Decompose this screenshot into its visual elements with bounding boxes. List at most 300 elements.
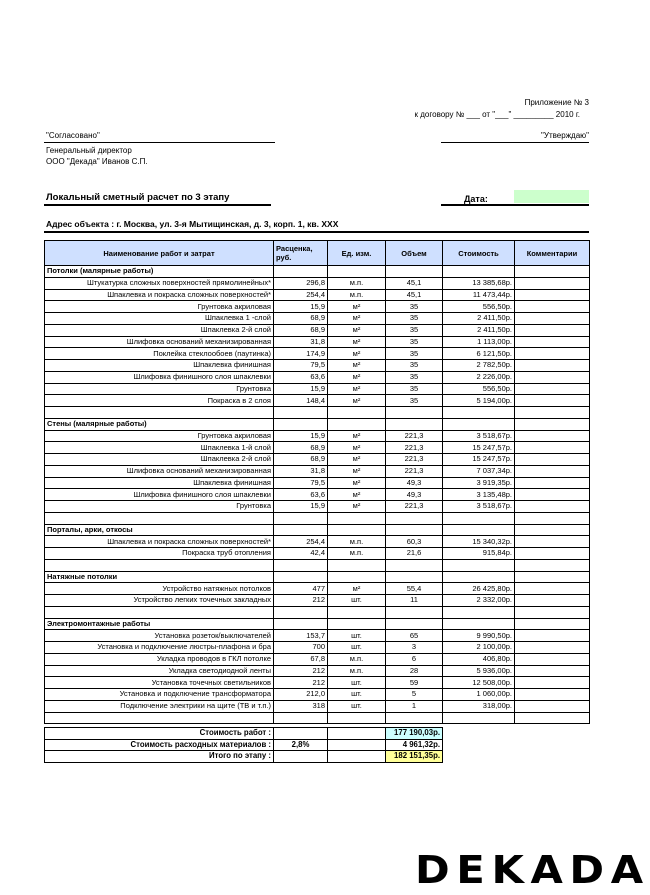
work-unit: м² xyxy=(328,371,386,383)
work-comment xyxy=(515,465,590,477)
empty-cell xyxy=(443,418,515,430)
work-comment xyxy=(515,665,590,677)
table-row xyxy=(45,536,590,548)
work-name: Шпаклевка и покраска сложных поверхностей* xyxy=(45,536,274,548)
table-row xyxy=(45,324,590,336)
work-name: Шпаклевка 2-й слой xyxy=(45,454,274,466)
work-cost: 2 411,50р. xyxy=(443,313,515,325)
work-volume: 28 xyxy=(386,665,443,677)
work-rate: 15,9 xyxy=(274,383,328,395)
work-volume: 35 xyxy=(386,348,443,360)
work-cost: 1 113,00р. xyxy=(443,336,515,348)
work-rate: 42,4 xyxy=(274,548,328,560)
work-comment xyxy=(515,336,590,348)
work-rate: 68,9 xyxy=(274,313,328,325)
work-unit: м² xyxy=(328,477,386,489)
summary-empty-cell xyxy=(274,751,328,763)
work-volume: 221,3 xyxy=(386,501,443,513)
work-rate: 254,4 xyxy=(274,289,328,301)
work-unit: м² xyxy=(328,442,386,454)
work-volume: 45,1 xyxy=(386,289,443,301)
table-row xyxy=(45,313,590,325)
work-comment xyxy=(515,653,590,665)
work-volume: 55,4 xyxy=(386,583,443,595)
work-unit: шт. xyxy=(328,677,386,689)
work-rate: 254,4 xyxy=(274,536,328,548)
work-rate: 174,9 xyxy=(274,348,328,360)
estimate-table-body xyxy=(45,266,590,724)
empty-cell xyxy=(386,571,443,583)
empty-cell xyxy=(386,712,443,724)
work-name: Грунтовка xyxy=(45,383,274,395)
work-volume: 35 xyxy=(386,371,443,383)
section-title-row xyxy=(45,266,590,278)
work-comment xyxy=(515,277,590,289)
empty-cell xyxy=(328,571,386,583)
work-comment xyxy=(515,430,590,442)
work-comment xyxy=(515,371,590,383)
section-title: Порталы, арки, откосы xyxy=(45,524,274,536)
work-cost: 3 518,67р. xyxy=(443,430,515,442)
section-title-row xyxy=(45,618,590,630)
materials-cost-value: 4 961,32р. xyxy=(386,739,443,751)
work-cost: 915,84р. xyxy=(443,548,515,560)
work-volume: 221,3 xyxy=(386,454,443,466)
work-comment xyxy=(515,289,590,301)
work-name: Шлифовка оснований механизированная xyxy=(45,465,274,477)
work-name: Покраска труб отопления xyxy=(45,548,274,560)
section-title-row xyxy=(45,524,590,536)
empty-cell xyxy=(45,606,274,618)
work-comment xyxy=(515,700,590,712)
work-cost: 2 100,00р. xyxy=(443,642,515,654)
empty-cell xyxy=(515,559,590,571)
empty-cell xyxy=(386,524,443,536)
empty-cell xyxy=(443,571,515,583)
work-rate: 31,8 xyxy=(274,465,328,477)
work-volume: 35 xyxy=(386,360,443,372)
empty-cell xyxy=(45,712,274,724)
work-comment xyxy=(515,348,590,360)
empty-cell xyxy=(386,266,443,278)
empty-cell xyxy=(443,712,515,724)
work-name: Шпаклевка 2-й слой xyxy=(45,324,274,336)
work-cost: 556,50р. xyxy=(443,383,515,395)
work-cost: 318,00р. xyxy=(443,700,515,712)
works-cost-label: Стоимость работ : xyxy=(45,728,274,740)
work-volume: 65 xyxy=(386,630,443,642)
work-cost: 3 518,67р. xyxy=(443,501,515,513)
work-cost: 7 037,34р. xyxy=(443,465,515,477)
work-cost: 5 936,00р. xyxy=(443,665,515,677)
work-name: Поклейка стеклообоев (паутинка) xyxy=(45,348,274,360)
empty-cell xyxy=(328,418,386,430)
work-name: Грунтовка акриловая xyxy=(45,301,274,313)
work-cost: 3 919,35р. xyxy=(443,477,515,489)
work-rate: 212 xyxy=(274,665,328,677)
work-cost: 2 226,00р. xyxy=(443,371,515,383)
work-rate: 477 xyxy=(274,583,328,595)
col-header-volume: Объем xyxy=(386,241,443,266)
work-volume: 35 xyxy=(386,395,443,407)
work-volume: 35 xyxy=(386,301,443,313)
table-row xyxy=(45,454,590,466)
work-comment xyxy=(515,324,590,336)
work-comment xyxy=(515,301,590,313)
company-logo: DEKADA xyxy=(415,848,650,892)
work-volume: 221,3 xyxy=(386,442,443,454)
work-cost: 13 385,68р. xyxy=(443,277,515,289)
work-unit: м² xyxy=(328,336,386,348)
work-volume: 35 xyxy=(386,324,443,336)
work-rate: 31,8 xyxy=(274,336,328,348)
work-unit: м² xyxy=(328,583,386,595)
empty-cell xyxy=(274,266,328,278)
work-comment xyxy=(515,383,590,395)
empty-cell xyxy=(515,712,590,724)
work-name: Подключение электрики на щите (ТВ и т.п.) xyxy=(45,700,274,712)
work-name: Шлифовка оснований механизированная xyxy=(45,336,274,348)
work-name: Установка и подключение люстры-плафона и бра xyxy=(45,642,274,654)
work-cost: 3 135,48р. xyxy=(443,489,515,501)
work-unit: шт. xyxy=(328,642,386,654)
work-unit: шт. xyxy=(328,595,386,607)
work-rate: 15,9 xyxy=(274,501,328,513)
work-rate: 296,8 xyxy=(274,277,328,289)
empty-cell xyxy=(386,418,443,430)
table-row xyxy=(45,689,590,701)
empty-cell xyxy=(515,266,590,278)
work-name: Шпаклевка финишная xyxy=(45,477,274,489)
work-name: Штукатурка сложных поверхностей прямолинейных* xyxy=(45,277,274,289)
table-row xyxy=(45,395,590,407)
empty-cell xyxy=(328,606,386,618)
col-header-unit: Ед. изм. xyxy=(328,241,386,266)
col-header-comments: Комментарии xyxy=(515,241,590,266)
work-unit: шт. xyxy=(328,630,386,642)
work-unit: м.п. xyxy=(328,277,386,289)
work-unit: м² xyxy=(328,489,386,501)
work-comment xyxy=(515,501,590,513)
work-volume: 35 xyxy=(386,336,443,348)
section-title: Натяжные потолки xyxy=(45,571,274,583)
work-rate: 148,4 xyxy=(274,395,328,407)
work-volume: 21,6 xyxy=(386,548,443,560)
work-rate: 212 xyxy=(274,595,328,607)
work-unit: м² xyxy=(328,383,386,395)
empty-cell xyxy=(515,407,590,419)
work-unit: м² xyxy=(328,301,386,313)
empty-cell xyxy=(515,606,590,618)
title-underline xyxy=(44,204,271,206)
table-row xyxy=(45,653,590,665)
work-cost: 15 247,57р. xyxy=(443,442,515,454)
section-title: Электромонтажные работы xyxy=(45,618,274,630)
work-rate: 318 xyxy=(274,700,328,712)
address-underline xyxy=(44,231,589,233)
total-value: 182 151,35р. xyxy=(386,751,443,763)
work-comment xyxy=(515,677,590,689)
table-row xyxy=(45,642,590,654)
table-header-row xyxy=(45,241,590,266)
materials-percent: 2,8% xyxy=(274,739,328,751)
work-name: Установка и подключение трансформатора xyxy=(45,689,274,701)
work-name: Шпаклевка 1 -слой xyxy=(45,313,274,325)
table-row xyxy=(45,489,590,501)
empty-cell xyxy=(386,606,443,618)
work-rate: 67,8 xyxy=(274,653,328,665)
empty-cell xyxy=(274,407,328,419)
empty-cell xyxy=(328,512,386,524)
empty-cell xyxy=(328,618,386,630)
work-rate: 153,7 xyxy=(274,630,328,642)
work-name: Грунтовка xyxy=(45,501,274,513)
empty-cell xyxy=(45,512,274,524)
work-unit: м² xyxy=(328,454,386,466)
total-label: Итого по этапу : xyxy=(45,751,274,763)
empty-cell xyxy=(274,418,328,430)
empty-cell xyxy=(274,712,328,724)
empty-cell xyxy=(45,407,274,419)
object-address: Адрес объекта : г. Москва, ул. 3-я Мытищинская, д. 3, корп. 1, кв. ХХХ xyxy=(46,219,339,229)
works-cost-value: 177 190,03р. xyxy=(386,728,443,740)
empty-cell xyxy=(443,618,515,630)
work-volume: 5 xyxy=(386,689,443,701)
summary-row-works xyxy=(45,728,443,740)
work-volume: 49,3 xyxy=(386,489,443,501)
appendix-label: Приложение № 3 xyxy=(524,98,589,107)
empty-cell xyxy=(386,407,443,419)
work-comment xyxy=(515,360,590,372)
work-name: Шпаклевка 1-й слой xyxy=(45,442,274,454)
work-comment xyxy=(515,583,590,595)
empty-cell xyxy=(443,266,515,278)
work-rate: 68,9 xyxy=(274,442,328,454)
work-name: Укладка светодиодной ленты xyxy=(45,665,274,677)
work-unit: м² xyxy=(328,395,386,407)
empty-cell xyxy=(328,524,386,536)
estimate-table xyxy=(44,240,590,724)
work-volume: 59 xyxy=(386,677,443,689)
empty-cell xyxy=(386,512,443,524)
work-comment xyxy=(515,642,590,654)
work-comment xyxy=(515,630,590,642)
spacer-row xyxy=(45,407,590,419)
empty-cell xyxy=(274,618,328,630)
empty-cell xyxy=(515,571,590,583)
empty-cell xyxy=(274,606,328,618)
work-cost: 15 247,57р. xyxy=(443,454,515,466)
work-volume: 35 xyxy=(386,313,443,325)
work-unit: м² xyxy=(328,360,386,372)
work-rate: 79,5 xyxy=(274,360,328,372)
work-name: Устройство натяжных потолков xyxy=(45,583,274,595)
work-cost: 11 473,44р. xyxy=(443,289,515,301)
table-row xyxy=(45,289,590,301)
work-rate: 15,9 xyxy=(274,430,328,442)
director-title: Генеральный директор xyxy=(46,146,132,155)
summary-empty-cell xyxy=(328,728,386,740)
section-title: Стены (малярные работы) xyxy=(45,418,274,430)
work-unit: м² xyxy=(328,465,386,477)
table-row xyxy=(45,277,590,289)
work-cost: 2 411,50р. xyxy=(443,324,515,336)
table-row xyxy=(45,301,590,313)
table-row xyxy=(45,501,590,513)
work-comment xyxy=(515,442,590,454)
work-comment xyxy=(515,595,590,607)
empty-cell xyxy=(386,559,443,571)
section-title-row xyxy=(45,571,590,583)
summary-empty-cell xyxy=(328,739,386,751)
empty-cell xyxy=(274,559,328,571)
agreed-signature-line xyxy=(44,142,275,143)
work-cost: 2 782,50р. xyxy=(443,360,515,372)
work-comment xyxy=(515,454,590,466)
spacer-row xyxy=(45,712,590,724)
work-unit: м² xyxy=(328,501,386,513)
work-name: Грунтовка акриловая xyxy=(45,430,274,442)
work-volume: 1 xyxy=(386,700,443,712)
work-name: Шпаклевка и покраска сложных поверхностей* xyxy=(45,289,274,301)
work-volume: 45,1 xyxy=(386,277,443,289)
work-name: Покраска в 2 слоя xyxy=(45,395,274,407)
work-name: Установка точечных светильников xyxy=(45,677,274,689)
work-volume: 221,3 xyxy=(386,430,443,442)
empty-cell xyxy=(515,618,590,630)
work-comment xyxy=(515,489,590,501)
empty-cell xyxy=(443,407,515,419)
table-row xyxy=(45,700,590,712)
contract-reference: к договору № ___ от "___" _________ 2010 г. xyxy=(414,110,580,119)
work-cost: 556,50р. xyxy=(443,301,515,313)
summary-empty-cell xyxy=(328,751,386,763)
work-volume: 49,3 xyxy=(386,477,443,489)
table-row xyxy=(45,595,590,607)
work-cost: 5 194,00р. xyxy=(443,395,515,407)
summary-row-materials xyxy=(45,739,443,751)
table-row xyxy=(45,371,590,383)
approve-signature-line xyxy=(441,142,589,143)
work-volume: 35 xyxy=(386,383,443,395)
work-comment xyxy=(515,536,590,548)
director-name: ООО "Декада" Иванов С.П. xyxy=(46,157,148,166)
col-header-name: Наименование работ и затрат xyxy=(45,241,274,266)
work-unit: м² xyxy=(328,324,386,336)
empty-cell xyxy=(274,571,328,583)
summary-table xyxy=(44,727,443,763)
work-unit: м.п. xyxy=(328,536,386,548)
work-unit: м² xyxy=(328,348,386,360)
table-row xyxy=(45,383,590,395)
empty-cell xyxy=(443,559,515,571)
work-rate: 68,9 xyxy=(274,324,328,336)
spacer-row xyxy=(45,512,590,524)
work-cost: 6 121,50р. xyxy=(443,348,515,360)
approve-label: "Утверждаю" xyxy=(541,131,589,140)
date-label: Дата: xyxy=(464,194,488,204)
work-comment xyxy=(515,313,590,325)
table-row xyxy=(45,630,590,642)
work-cost: 12 508,00р. xyxy=(443,677,515,689)
date-field[interactable] xyxy=(514,190,589,203)
table-row xyxy=(45,336,590,348)
section-title-row xyxy=(45,418,590,430)
work-rate: 63,6 xyxy=(274,371,328,383)
work-cost: 26 425,80р. xyxy=(443,583,515,595)
empty-cell xyxy=(443,606,515,618)
agreed-label: "Согласовано" xyxy=(46,131,100,140)
empty-cell xyxy=(386,618,443,630)
work-name: Укладка проводов в ГКЛ потолке xyxy=(45,653,274,665)
table-row xyxy=(45,348,590,360)
work-comment xyxy=(515,548,590,560)
work-comment xyxy=(515,395,590,407)
table-row xyxy=(45,548,590,560)
work-cost: 1 060,00р. xyxy=(443,689,515,701)
table-row xyxy=(45,665,590,677)
work-unit: м.п. xyxy=(328,289,386,301)
work-unit: шт. xyxy=(328,700,386,712)
table-row xyxy=(45,477,590,489)
date-underline xyxy=(441,204,589,206)
empty-cell xyxy=(328,266,386,278)
empty-cell xyxy=(443,524,515,536)
work-unit: м² xyxy=(328,430,386,442)
empty-cell xyxy=(274,512,328,524)
work-rate: 79,5 xyxy=(274,477,328,489)
empty-cell xyxy=(515,512,590,524)
spacer-row xyxy=(45,606,590,618)
work-unit: м.п. xyxy=(328,653,386,665)
work-rate: 212 xyxy=(274,677,328,689)
work-comment xyxy=(515,689,590,701)
work-name: Установка розеток/выключателей xyxy=(45,630,274,642)
work-cost: 406,80р. xyxy=(443,653,515,665)
work-volume: 6 xyxy=(386,653,443,665)
table-row xyxy=(45,430,590,442)
work-volume: 60,3 xyxy=(386,536,443,548)
spacer-row xyxy=(45,559,590,571)
work-unit: м.п. xyxy=(328,548,386,560)
table-row xyxy=(45,583,590,595)
work-volume: 11 xyxy=(386,595,443,607)
work-unit: м.п. xyxy=(328,665,386,677)
table-row xyxy=(45,465,590,477)
document-title: Локальный сметный расчет по 3 этапу xyxy=(46,192,230,203)
work-rate: 68,9 xyxy=(274,454,328,466)
table-row xyxy=(45,360,590,372)
summary-row-total xyxy=(45,751,443,763)
table-row xyxy=(45,442,590,454)
work-rate: 700 xyxy=(274,642,328,654)
summary-empty-cell xyxy=(274,728,328,740)
work-name: Устройство легких точечных закладных xyxy=(45,595,274,607)
materials-cost-label: Стоимость расходных материалов : xyxy=(45,739,274,751)
empty-cell xyxy=(328,559,386,571)
work-unit: шт. xyxy=(328,689,386,701)
work-name: Шлифовка финишного слоя шпаклевки xyxy=(45,371,274,383)
work-unit: м² xyxy=(328,313,386,325)
empty-cell xyxy=(274,524,328,536)
work-rate: 212,0 xyxy=(274,689,328,701)
empty-cell xyxy=(45,559,274,571)
empty-cell xyxy=(328,407,386,419)
work-comment xyxy=(515,477,590,489)
col-header-rate: Расценка, руб. xyxy=(274,241,328,266)
work-cost: 2 332,00р. xyxy=(443,595,515,607)
empty-cell xyxy=(515,524,590,536)
